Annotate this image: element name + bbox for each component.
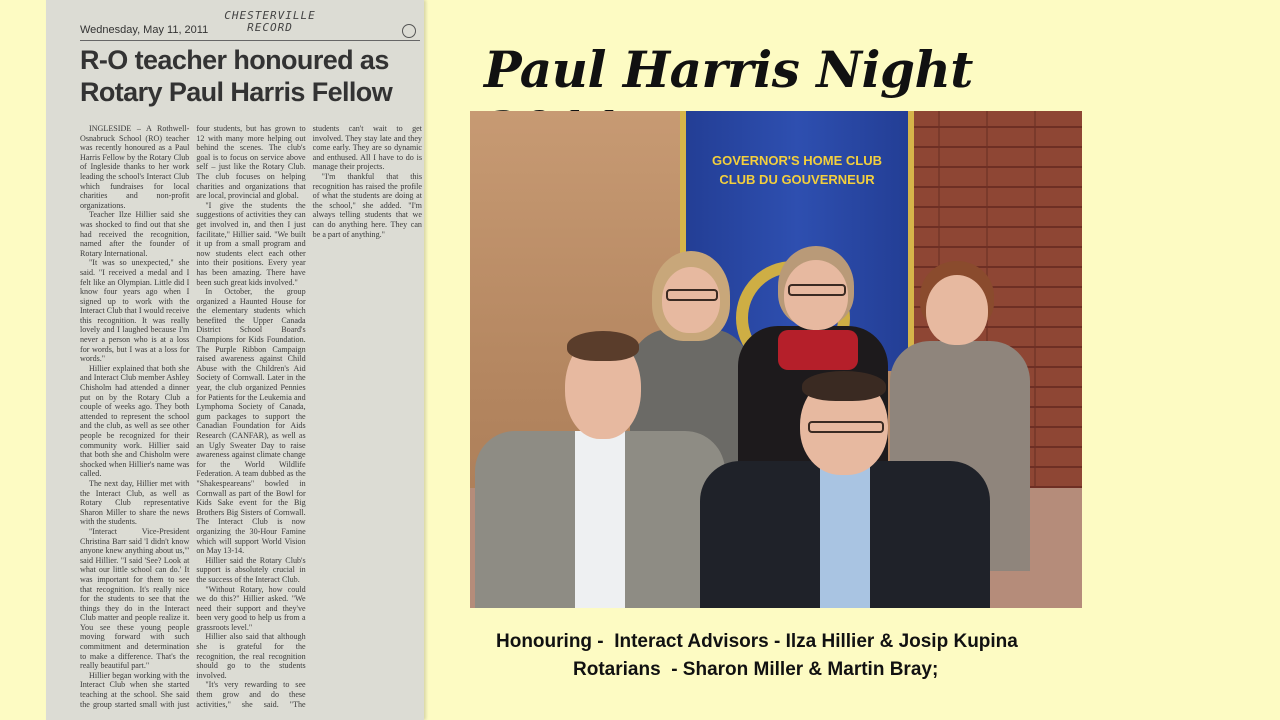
clipping-header xyxy=(80,9,420,42)
person-front-right xyxy=(700,371,990,608)
article-paragraph: The next day, Hillier met with the Interact Club, as well as Rotary Club representative Sharon Miller to share the news with the students. xyxy=(80,478,190,527)
article-paragraph: Hillier began working with the Interact Club when she started teaching at the school. She said the group started small with just four students, but has grown to 12 with many more helping out behind the scenes. The club's goal is to focus on service above self – just like the Rotary Club. The club focuses on helping charities and organizations that are local, provincial and global. xyxy=(80,124,306,709)
banner-line-1: GOVERNOR'S HOME CLUB xyxy=(712,153,882,168)
clipping-headline: R-O teacher honoured as Rotary Paul Harris Fellow xyxy=(80,45,393,107)
article-paragraph: "Interact Vice-President Christina Barr said 'I didn't know anyone knew anything about us,'" said Hillier. "I said 'See? Look at what our little school can do.' It was important for them to see that recognition. It's really nice for the students to see that the things they do in the Interact Club matter and people realize it. You see these young people moving forward with such commitment and determination to make a difference. That's the really beautiful part." xyxy=(80,526,190,671)
clipping-paper-name: CHESTERVILLE RECORD xyxy=(224,9,316,34)
article-paragraph: In October, the group organized a Haunted House for the elementary students which benefited the Upper Canada District School Board's Champions for Kids Foundation. The Purple Ribbon Campaign raised awareness against Child Abuse with the Children's Aid Society of Cornwall. Later in the year, the club organized Pennies for Patients for the Leukemia and Lymphoma Society of Canada, gum packages to support the Canadian Foundation for Aids Research (CANFAR), as well as an Ugly Sweater Day to raise awareness against climate change for the World Wildlife Federation. A team dubbed as the "Shakespeareans" bowled in Cornwall as part of the Bowl for Kids Sake event for the Big Brothers Big Sisters of Cornwall. The Interact Club is now organizing the 30-Hour Famine which will support World Vision on May 13-14. xyxy=(196,287,306,556)
article-paragraph: Hillier explained that both she and Interact Club member Ashley Chisholm had attended a dinner put on by the Rotary Club a couple of weeks ago. They both attended to represent the school and the club, as well as see other people be recognized for their community work. Hillier said that both she and Chisholm were shocked when Hillier's name was called. xyxy=(80,363,190,479)
article-paragraph: Hillier also said that although she is grateful for the recognition, the real recognition should go to the students involved. xyxy=(196,632,306,680)
slide-title: Paul Harris Night xyxy=(484,40,973,99)
clipping-article-body xyxy=(80,124,422,710)
article-paragraph: INGLESIDE – A Rothwell-Osnabruck School (RO) teacher was recently honoured as a Paul Harris Fellow by the Rotary Club of Ingleside thanks to her work leading the school's Interact Club which fundraises for local charities and non-profit organizations. xyxy=(80,124,190,210)
banner-text xyxy=(686,151,908,189)
article-paragraph: "It was so unexpected," she said. "I received a medal and I felt like an Olympian. Little did I know four years ago when I signed up to work with the Interact Club that I would receive this recognition. It was really lovely and I laughed because I'm never a person who is at a loss for words, but I was at a loss for words." xyxy=(80,258,190,364)
clipping-date: Wednesday, May 11, 2011 xyxy=(80,24,209,36)
article-paragraph: Teacher Ilze Hillier said she was shocked to find out that she had received the recognition, named after the founder of Rotary International. xyxy=(80,210,190,258)
banner-line-2: CLUB DU GOUVERNEUR xyxy=(719,172,875,187)
recycle-icon xyxy=(402,24,416,38)
article-paragraph: "I give the students the suggestions of activities they can get involved in, and then I just facilitate," Hillier said. "We built it up from a small program and now students elect each other into their positions. Every year has been amazing. There have been such great kids involved." xyxy=(196,200,306,287)
article-paragraph: "It's very rewarding to see them grow and do these activities," she said. "The students can't wait to get involved. They stay late and they come early. They are so dynamic and enthused. All I have to do is manage their projects. xyxy=(196,124,422,709)
article-paragraph: "Without Rotary, how could we do this?" Hillier asked. "We need their support and they've been very good to help us from a grassroots level." xyxy=(196,584,306,632)
caption-line-1: Honouring - Interact Advisors - Ilza Hillier & Josip Kupina xyxy=(496,631,1018,652)
newspaper-clipping xyxy=(46,0,424,720)
caption-line-2: Rotarians - Sharon Miller & Martin Bray; xyxy=(573,659,939,680)
article-paragraph: "I'm thankful that this recognition has raised the profile of what the students are doing at the school," she added. "I'm always telling students that we can do anything here. They can be a part of anything." xyxy=(312,171,422,239)
person-front-left xyxy=(475,331,725,608)
group-photo xyxy=(470,111,1082,608)
article-paragraph: Hillier said the Rotary Club's support is absolutely crucial in the success of the Interact Club. xyxy=(196,555,306,584)
clipping-divider xyxy=(80,40,420,41)
